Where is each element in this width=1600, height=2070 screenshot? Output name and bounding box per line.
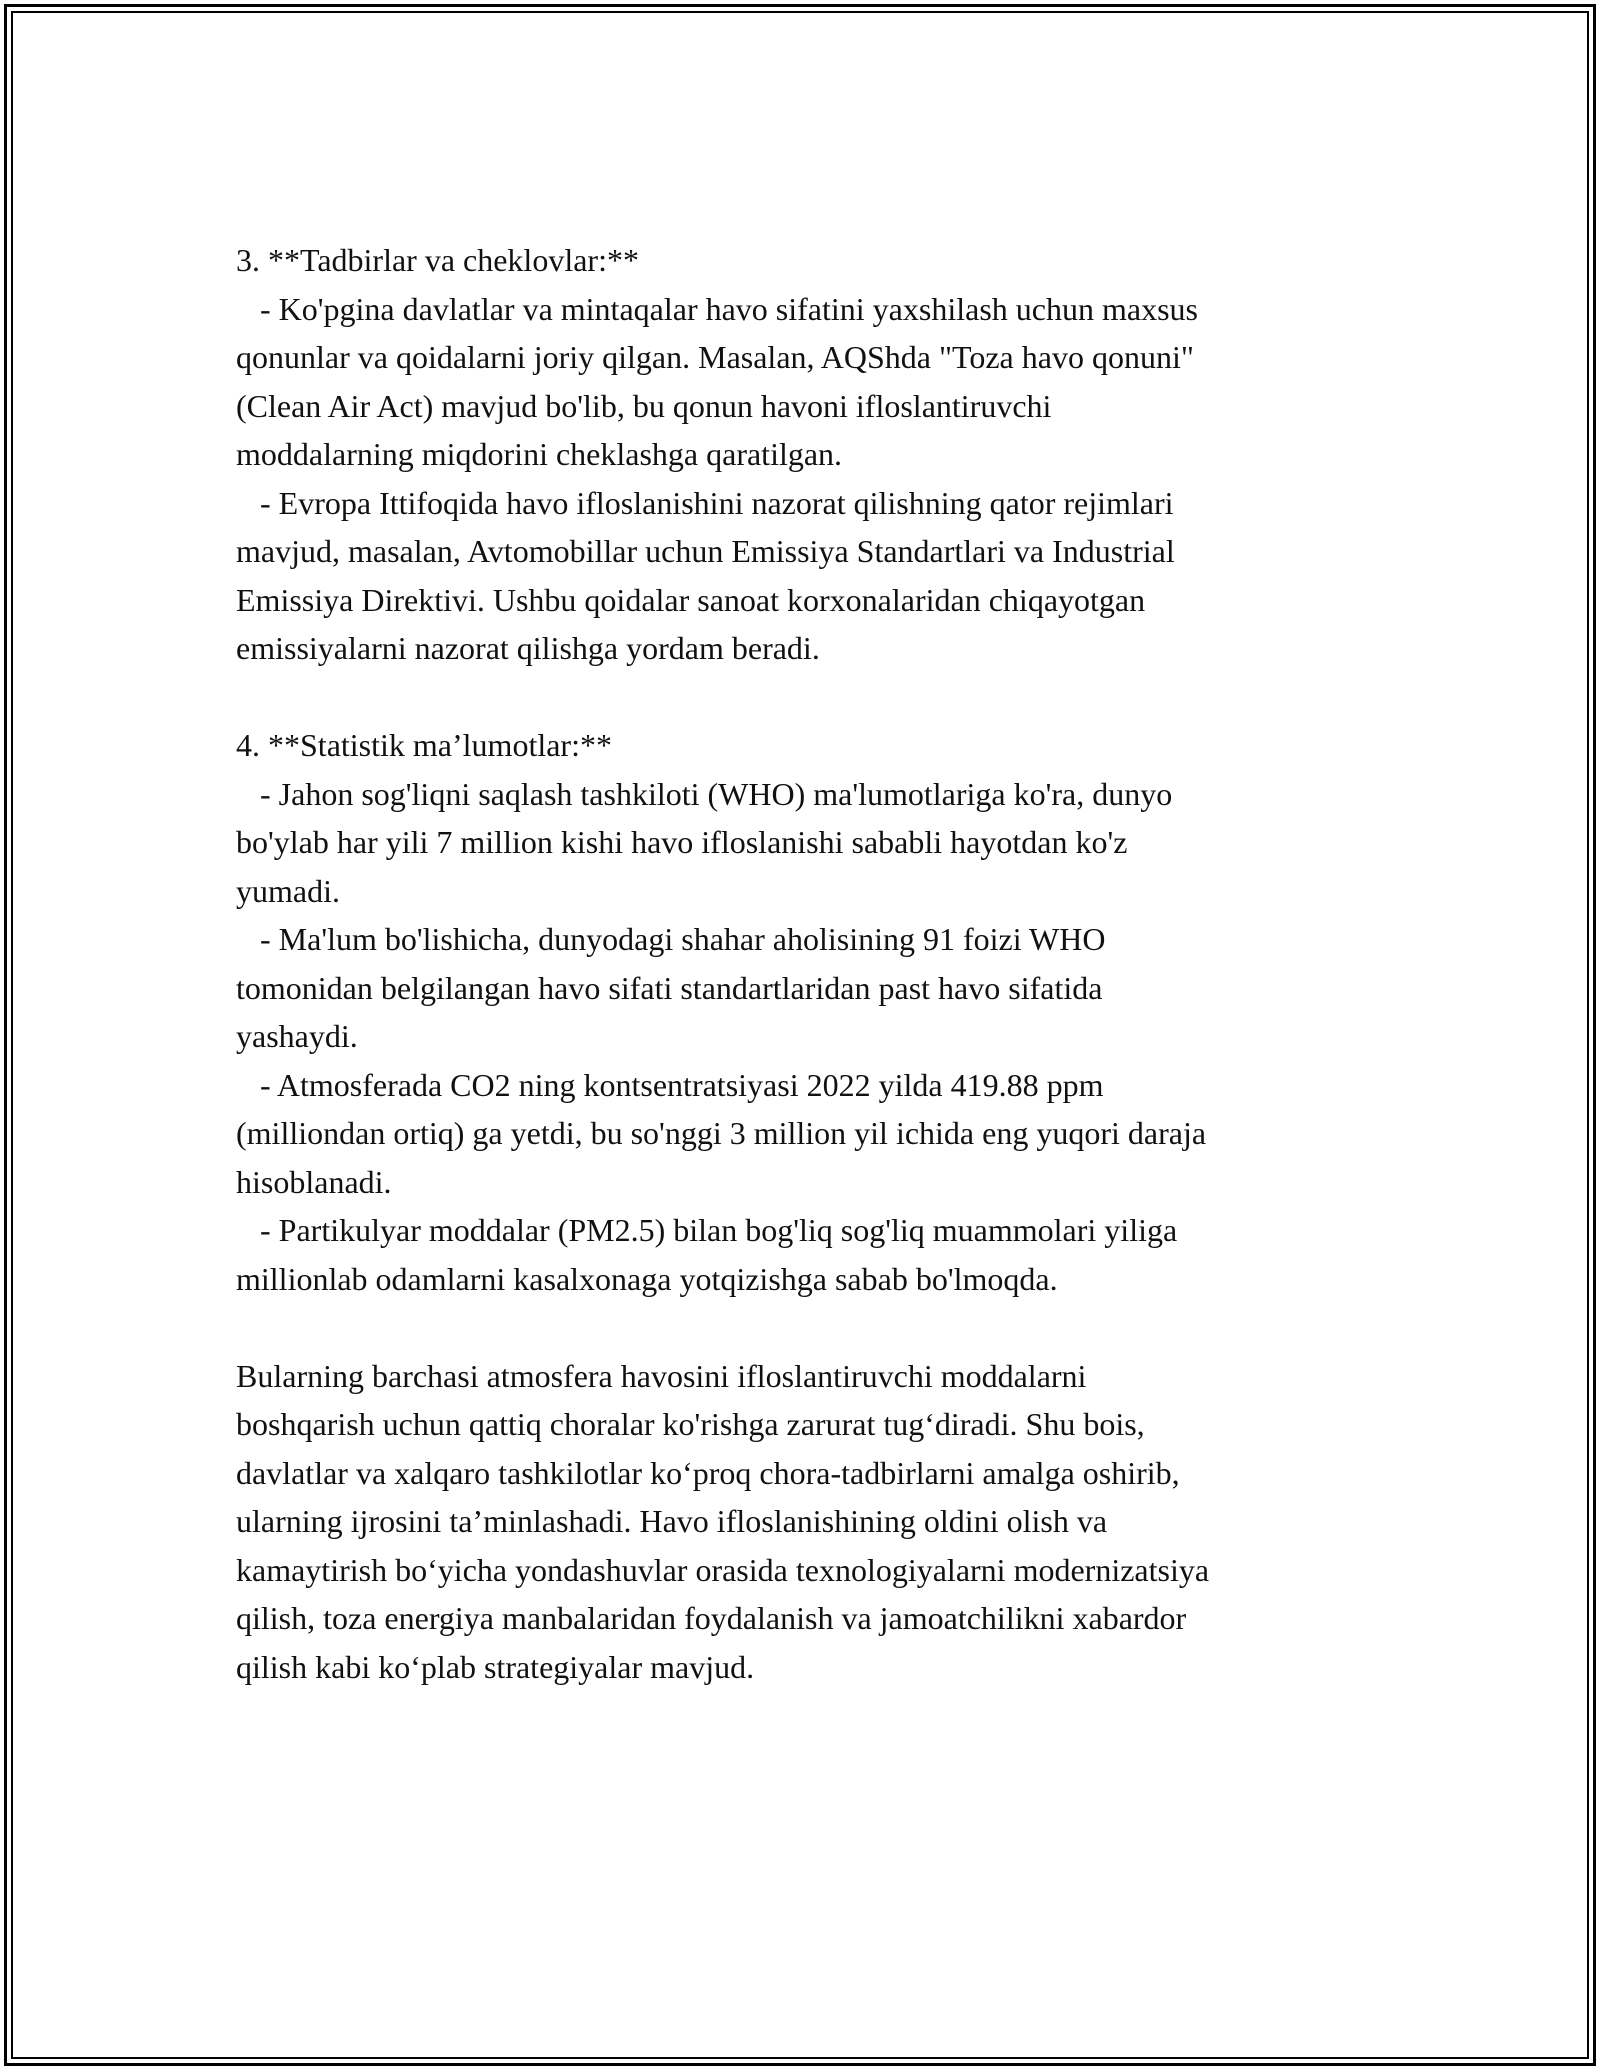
section-4-heading: 4. **Statistik ma’lumotlar:** <box>236 727 612 763</box>
section-3-line: qonunlar va qoidalarni joriy qilgan. Masalan, AQShda "Toza havo qonuni" <box>236 339 1194 375</box>
section-3-line: emissiyalarni nazorat qilishga yordam beradi. <box>236 630 820 666</box>
section-3-line: Emissiya Direktivi. Ushbu qoidalar sanoat korxonalaridan chiqayotgan <box>236 581 1146 618</box>
conclusion-line: ularning ijrosini ta’minlashadi. Havo ifloslanishining oldini olish va <box>236 1503 1108 1539</box>
section-4-line: bo'ylab har yili 7 million kishi havo ifloslanishi sababli hayotdan ko'z <box>236 824 1128 860</box>
conclusion-line: Bularning barchasi atmosfera havosini ifloslantiruvchi moddalarni <box>236 1357 1087 1394</box>
section-4 <box>236 721 1366 1303</box>
section-3-heading: 3. **Tadbirlar va cheklovlar:** <box>236 242 639 278</box>
section-3-line: mavjud, masalan, Avtomobillar uchun Emissiya Standartlari va Industrial <box>236 533 1175 569</box>
section-3-line: - Ko'pgina davlatlar va mintaqalar havo sifatini yaxshilash uchun maxsus <box>236 290 1198 327</box>
section-3-line: (Clean Air Act) mavjud bo'lib, bu qonun havoni ifloslantiruvchi <box>236 387 1052 424</box>
section-4-line: yumadi. <box>236 872 340 909</box>
section-4-line: yashaydi. <box>236 1018 358 1054</box>
conclusion-line: boshqarish uchun qattiq choralar ko'rishga zarurat tug‘diradi. Shu bois, <box>236 1406 1145 1442</box>
conclusion-line: kamaytirish bo‘yicha yondashuvlar orasida texnologiyalarni modernizatsiya <box>236 1551 1210 1588</box>
section-4-line: (milliondan ortiq) ga yetdi, bu so'nggi 3 million yil ichida eng yuqori daraja <box>236 1115 1207 1151</box>
section-4-line: hisoblanadi. <box>236 1163 392 1200</box>
conclusion-line: qilish kabi ko‘plab strategiyalar mavjud. <box>236 1648 755 1685</box>
section-4-line: tomonidan belgilangan havo sifati standartlaridan past havo sifatida <box>236 969 1103 1006</box>
section-4-line: millionlab odamlarni kasalxonaga yotqizishga sabab bo'lmoqda. <box>236 1260 1058 1297</box>
section-4-line: - Ma'lum bo'lishicha, dunyodagi shahar aholisining 91 foizi WHO <box>236 921 1106 957</box>
paragraph-gap <box>236 673 1366 722</box>
section-3-line: moddalarning miqdorini cheklashga qaratilgan. <box>236 436 843 472</box>
document-body <box>236 236 1366 1691</box>
section-4-line: - Jahon sog'liqni saqlash tashkiloti (WHO) ma'lumotlariga ko'ra, dunyo <box>236 775 1173 812</box>
section-3-line: - Evropa Ittifoqida havo ifloslanishini nazorat qilishning qator rejimlari <box>236 484 1174 521</box>
conclusion-paragraph <box>236 1352 1366 1692</box>
paragraph-gap <box>236 1303 1366 1352</box>
section-3 <box>236 236 1366 673</box>
section-4-line: - Atmosferada CO2 ning kontsentratsiyasi 2022 yilda 419.88 ppm <box>236 1066 1104 1103</box>
conclusion-line: qilish, toza energiya manbalaridan foydalanish va jamoatchilikni xabardor <box>236 1600 1187 1636</box>
section-4-line: - Partikulyar moddalar (PM2.5) bilan bog'liq sog'liq muammolari yiliga <box>236 1212 1178 1248</box>
conclusion-line: davlatlar va xalqaro tashkilotlar ko‘proq chora-tadbirlarni amalga oshirib, <box>236 1454 1180 1491</box>
